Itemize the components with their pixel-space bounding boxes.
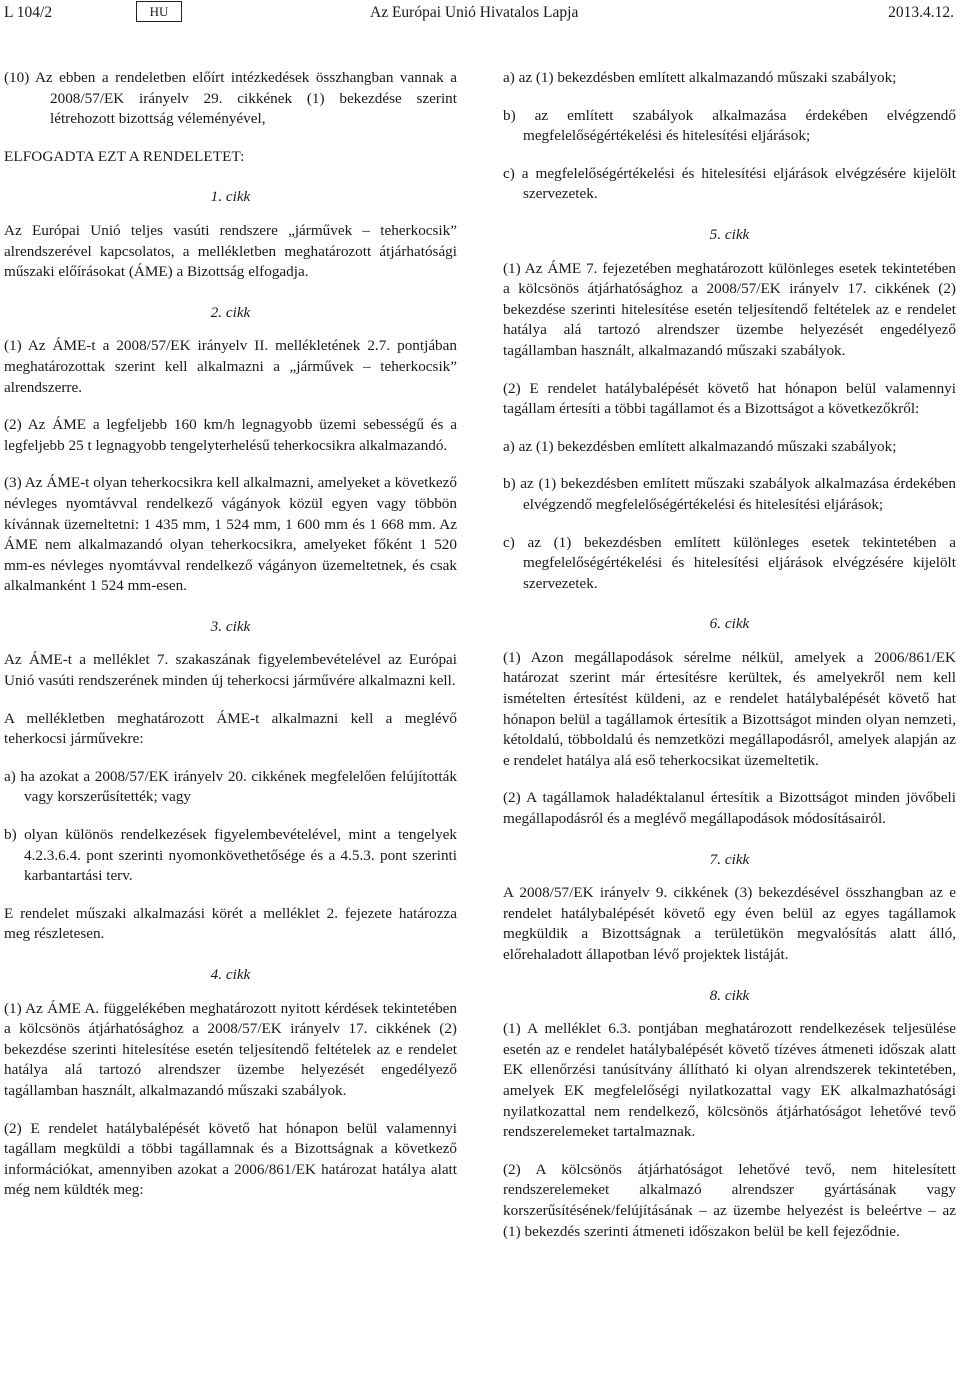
article-1-title: 1. cikk xyxy=(210,188,251,206)
article-2-paragraph-1: (1) Az ÁME-t a 2008/57/EK irányelv II. mellékletének 2.7. pontjában meghatározottak szerint kell alkalmazni a „járművek – teherkocsik” alrendszerre. xyxy=(4,337,457,396)
article-3-paragraph-1: Az ÁME-t a melléklet 7. szakaszának figyelembevételével az Európai Unió vasúti rendszerének minden új teherkocsi járművére alkalmazni kell. xyxy=(4,651,457,690)
article-3-point-a: a) ha azokat a 2008/57/EK irányelv 20. cikkének megfelelően felújították vagy korszerűsítették; vagy xyxy=(4,767,457,806)
article-8-paragraph-1: (1) A melléklet 6.3. pontjában meghatározott rendelkezések teljesülése esetén az e rendelet hatálybalépését követő tízéves átmeneti időszak alatt EK ellenőrzési tanúsítvány állítható ki olyan alrendszerek tekintetében, amelyek EK megfelelőségi nyilatkozattal vagy EK alkalmazhatósági nyilatkozattal nem rendelkező, kölcsönös átjárhatóságot lehetővé tevő rendszerelemeket tartalmaznak. xyxy=(503,1020,956,1141)
article-5-point-b: b) az (1) bekezdésben említett műszaki szabályok alkalmazása érdekében elvégzendő megfelelőségértékelési és hitelesítési eljárások; xyxy=(503,475,956,513)
article-4-paragraph-2: (2) E rendelet hatálybalépését követő hat hónapon belül valamennyi tagállam megküldi a többi tagállamnak és a Bizottságnak a következő információkat, amennyiben azokat a 2006/861/EK határozat hatálya alatt még nem küldték meg: xyxy=(4,1119,457,1199)
page-number: L 104/2 xyxy=(4,4,53,21)
article-2-title: 2. cikk xyxy=(210,303,251,321)
article-7-title: 7. cikk xyxy=(709,850,750,868)
article-5-paragraph-2: (2) E rendelet hatálybalépését követő hat hónapon belül valamennyi tagállam értesíti a többi tagállamot és a Bizottságot a következőkről: xyxy=(503,379,956,418)
language-badge: HU xyxy=(136,1,182,22)
article-6-title: 6. cikk xyxy=(709,615,750,633)
article-7-paragraph-1: A 2008/57/EK irányelv 9. cikkének (3) bekezdésével összhangban az e rendelet hatálybalépését követő egy éven belül az egyes tagállamok megküldik a Bizottságnak a területükön megvalósítás alatt álló, előrehaladott állapotban lévő projektek listáját. xyxy=(503,884,956,963)
article-5-title: 5. cikk xyxy=(709,225,750,243)
article-3-paragraph-3: E rendelet műszaki alkalmazási körét a melléklet 2. fejezete határozza meg részletesen. xyxy=(4,904,457,943)
right-column xyxy=(503,68,956,1259)
article-1-text: Az Európai Unió teljes vasúti rendszere „járművek – teherkocsik” alrendszerével kapcsolatos, a mellékletben meghatározott átjárhatósági műszaki előírásokat (ÁME) a Bizottság elfogadja. xyxy=(4,221,457,281)
article-2-paragraph-2: (2) Az ÁME a legfeljebb 160 km/h legnagyobb üzemi sebességű és a legfeljebb 25 t legnagyobb tengelyterhelésű teherkocsikra alkalmazandó. xyxy=(4,416,457,454)
article-3-point-b: b) olyan különös rendelkezések figyelembevételével, mint a tengelyek 4.2.3.6.4. pont szerinti nyomonkövethetősége és a 4.5.3. pont szerinti karbantartási terv. xyxy=(4,826,457,885)
article-6-paragraph-1: (1) Azon megállapodások sérelme nélkül, amelyek a 2006/861/EK határozat szerint már értesítésre kerültek, és amelyekről nem kell ismételten értesítést küldeni, az e rendelet hatálybalépését követő hat hónapon belül a tagállamok értesítik a Bizottságot minden olyan nemzeti, kétoldalú, többoldalú és nemzetközi megállapodásról, amelyek alapján az e rendelet hatálya alá eső teherkocsikat üzemeltetik. xyxy=(503,648,956,769)
publication-date: 2013.4.12. xyxy=(888,4,954,21)
article-4-point-b: b) az említett szabályok alkalmazása érdekében elvégzendő megfelelőségértékelési és hitelesítési eljárások; xyxy=(503,106,956,145)
article-4-paragraph-1: (1) Az ÁME A. függelékében meghatározott nyitott kérdések tekintetében a kölcsönös átjárhatósághoz a 2008/57/EK irányelv 17. cikkének (2) bekezdése szerinti hitelesítése esetén teljesítendő feltételek az e rendelet hatálya alá tartozó alrendszer üzembe helyezését engedélyező tagállamban használt, alkalmazandó műszaki szabályok. xyxy=(4,999,457,1099)
article-3-paragraph-2: A mellékletben meghatározott ÁME-t alkalmazni kell a meglévő teherkocsi járművekre: xyxy=(4,709,457,748)
journal-title: Az Európai Unió Hivatalos Lapja xyxy=(370,4,579,21)
left-column xyxy=(4,68,457,1218)
article-5-paragraph-1: (1) Az ÁME 7. fejezetében meghatározott különleges esetek tekintetében a kölcsönös átjárhatósághoz a 2008/57/EK irányelv 17. cikkének (2) bekezdése szerinti hitelesítése esetén teljesítendő feltételek az e rendelet hatálya alá tartozó alrendszer üzembe helyezését engedélyező tagállamban használt, alkalmazandó műszaki szabályok. xyxy=(503,259,956,359)
article-3-title: 3. cikk xyxy=(210,617,251,635)
article-5-point-c: c) az (1) bekezdésben említett különleges esetek tekintetében a megfelelőségértékelési és hitelesítési eljárások elvégzésére kijelölt szervezetek. xyxy=(503,533,956,592)
recital-10: (10) Az ebben a rendeletben előírt intézkedések összhangban vannak a 2008/57/EK irányelv 29. cikkének (1) bekezdése szerint létrehozott bizottság véleményével, xyxy=(4,69,457,128)
article-4-title: 4. cikk xyxy=(210,966,251,983)
article-4-point-c: c) a megfelelőségértékelési és hitelesítési eljárások elvégzésére kijelölt szervezetek. xyxy=(503,164,956,203)
page-header xyxy=(0,0,960,30)
article-8-paragraph-2: (2) A kölcsönös átjárhatóságot lehetővé tevő, nem hitelesített rendszerelemeket alkalmazó alrendszer gyártásának vagy korszerűsítésének/felújításának – az üzembe helyezést is beleértve – az (1) bekezdés szerinti átmeneti időszakon belül be kell fejeződnie. xyxy=(503,1160,956,1240)
article-8-title: 8. cikk xyxy=(709,986,750,1004)
article-4-point-a: a) az (1) bekezdésben említett alkalmazandó műszaki szabályok; xyxy=(503,69,897,86)
adoption-formula: ELFOGADTA EZT A RENDELETET: xyxy=(4,147,245,165)
article-2-paragraph-3: (3) Az ÁME-t olyan teherkocsikra kell alkalmazni, amelyeket a következő névleges nyomtávval rendelkező vágányok közül egyen vagy többön kívánnak üzemeltetni: 1 435 mm, 1 524 mm, 1 600 mm és 1 668 mm. Az ÁME nem alkalmazandó olyan teherkocsikra, amelyeket főként 1 520 mm-es névleges nyomtávval rendelkező vágányon üzemeltetnek, és csak alkalmanként 1 524 mm-esen. xyxy=(4,474,457,595)
article-5-point-a: a) az (1) bekezdésben említett alkalmazandó műszaki szabályok; xyxy=(503,437,897,455)
article-6-paragraph-2: (2) A tagállamok haladéktalanul értesítik a Bizottságot minden jövőbeli megállapodásról és a meglévő megállapodások módosításairól. xyxy=(503,789,956,828)
